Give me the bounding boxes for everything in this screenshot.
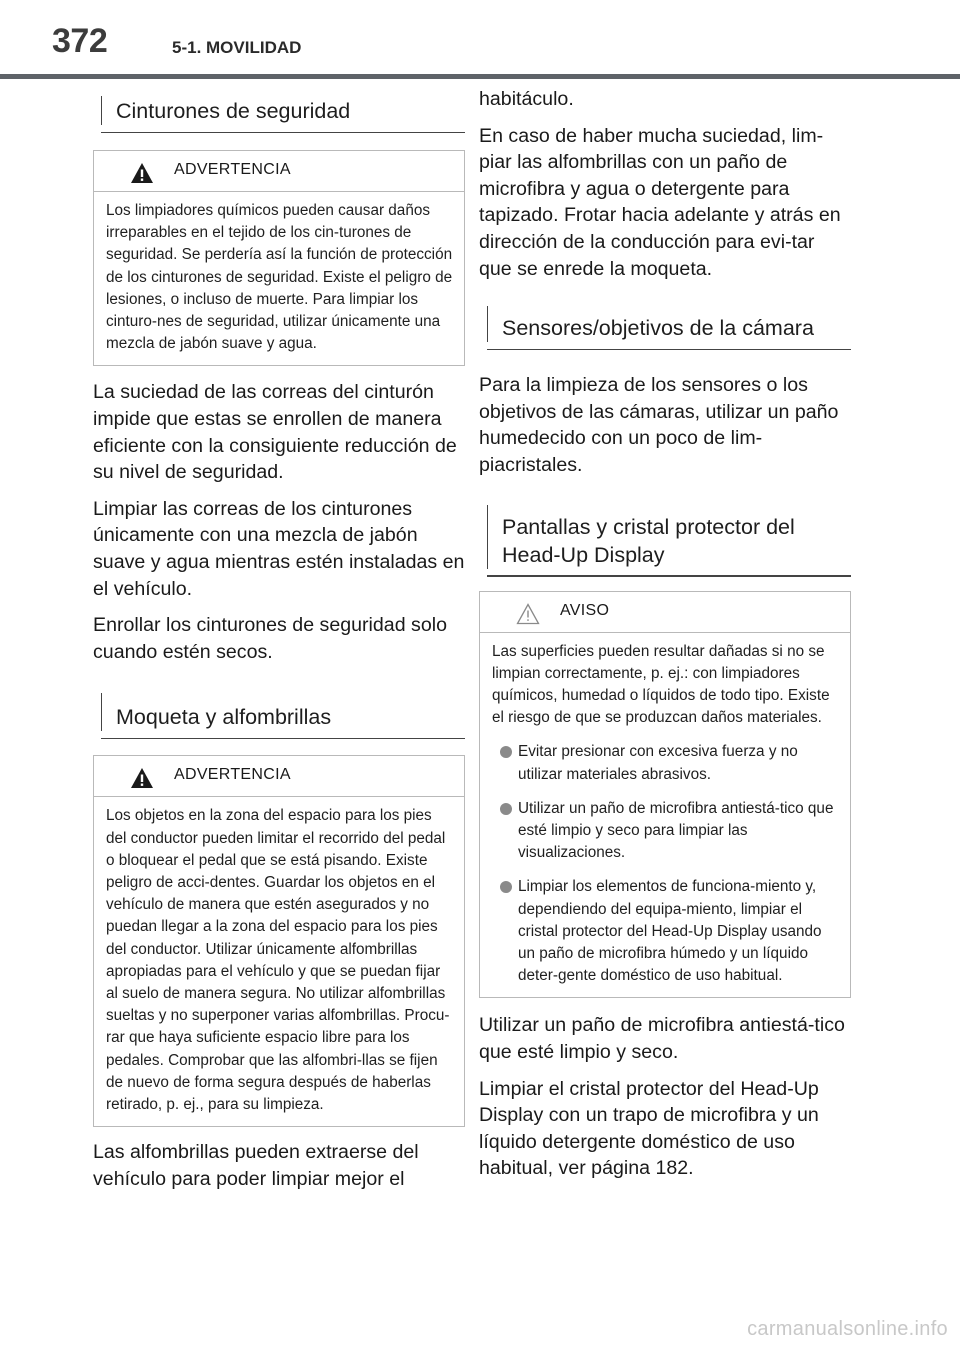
section-heading-wrap xyxy=(93,96,465,142)
notice-bullet: Limpiar los elementos de funciona-miento y, dependiendo del equipa-miento, limpiar el cristal protector del Head-Up Display usando un paño de microfibra húmedo y un líquido deter-gente doméstico de uso habitual. xyxy=(492,876,840,987)
warning-box-body xyxy=(94,797,464,1126)
notice-box-body xyxy=(480,633,850,998)
notice-bullet: Evitar presionar con excesiva fuerza y no utilizar materiales abrasivos. xyxy=(492,741,840,785)
notice-bullet: Utilizar un paño de microfibra antiestá-tico que esté limpio y seco para limpiar las visualizaciones. xyxy=(492,798,840,865)
notice-label: AVISO xyxy=(560,601,610,619)
paragraph: Limpiar el cristal protector del Head-Up Display con un trapo de microfibra y un líquido detergente doméstico de uso habitual, ver página 182. xyxy=(479,1077,819,1180)
warning-text: Los objetos en la zona del espacio para los pies del conductor pueden limitar el recorrido del pedal o bloquear el pedal que se está pisando. Existe peligro de acci-dentes. Guardar los objetos en el vehículo de manera que estén asegurados y no puedan llegar a la zona del espacio para los pies del conductor. Utilizar únicamente alfombrillas apropiadas para el vehículo y que se puedan fijar al suelo de manera segura. No utilizar alfombrillas sueltas y no superponer varias alfombrillas. Procu-rar que haya suficiente espacio libre para los pedales. Comprobar que las alfombri-llas se fijen de nuevo de forma segura después de haberlas retirado, p. ej., para su limpieza. xyxy=(106,807,450,1113)
warning-box-body xyxy=(94,192,464,365)
section-heading-wrap xyxy=(479,306,851,358)
bullet-dot-icon xyxy=(500,746,512,758)
bullet-dot-icon xyxy=(500,881,512,893)
page-number: 372 xyxy=(52,22,108,60)
paragraph: Limpiar las correas de los cinturones únicamente con una mezcla de jabón suave y agua mientras estén instaladas en el vehículo. xyxy=(93,497,465,600)
notice-text: Las superficies pueden resultar dañadas si no se limpian correctamente, p. ej.: con limpiadores químicos, humedad o líquidos de todo tipo. Existe el riesgo de que se produzcan daños materiales. xyxy=(492,642,830,727)
header-rule xyxy=(0,74,960,79)
section-heading-hud: Pantallas y cristal protector del Head-Up Display xyxy=(487,505,851,569)
paragraph: Utilizar un paño de microfibra antiestá-tico que esté limpio y seco. xyxy=(479,1014,845,1063)
right-column xyxy=(479,86,851,1182)
chapter-title: 5-1. MOVILIDAD xyxy=(172,38,302,57)
paragraph: Enrollar los cinturones de seguridad solo cuando estén secos. xyxy=(93,614,447,663)
section-heading-camera: Sensores/objetivos de la cámara xyxy=(487,306,851,342)
notice-box-header xyxy=(480,592,850,633)
section-heading-carpet: Moqueta y alfombrillas xyxy=(101,693,465,731)
section-heading-wrap xyxy=(479,505,851,579)
notice-triangle-icon xyxy=(516,603,540,625)
notice-box-hud xyxy=(479,591,851,999)
section-heading-seatbelts: Cinturones de seguridad xyxy=(101,96,465,125)
warning-box-carpet xyxy=(93,755,465,1127)
bullet-dot-icon xyxy=(500,803,512,815)
page-header xyxy=(0,0,960,80)
warning-label: ADVERTENCIA xyxy=(174,766,291,784)
paragraph: habitáculo. xyxy=(479,88,574,110)
paragraph: Para la limpieza de los sensores o los objetivos de las cámaras, utilizar un paño humedecido con un poco de lim-piacristales. xyxy=(479,374,839,476)
paragraph: Las alfombrillas pueden extraerse del vehículo para poder limpiar mejor el xyxy=(93,1141,419,1190)
paragraph: La suciedad de las correas del cinturón impide que estas se enrollen de manera eficiente con la consiguiente reducción de su nivel de seguridad. xyxy=(93,381,457,484)
paragraph: En caso de haber mucha suciedad, lim-piar las alfombrillas con un paño de microfibra y agua o detergente para tapizado. Frotar hacia adelante y atrás en dirección de la conducción para evi-tar que se enrede la moqueta. xyxy=(479,124,841,280)
left-column xyxy=(93,96,465,1192)
section-heading-wrap xyxy=(93,693,465,739)
warning-box-seatbelts xyxy=(93,150,465,366)
warning-box-header xyxy=(94,151,464,192)
watermark: carmanualsonline.info xyxy=(747,1318,948,1340)
warning-label: ADVERTENCIA xyxy=(174,161,291,178)
warning-triangle-icon xyxy=(130,162,154,184)
warning-triangle-icon xyxy=(130,767,154,789)
warning-text: Los limpiadores químicos pueden causar daños irreparables en el tejido de los cin-turones de seguridad. Se perdería así la función de protección de los cinturones de seguridad. Existe el peligro de lesiones, o incluso de muerte. Para limpiar los cinturo-nes de seguridad, utilizar únicamente una mezcla de jabón suave y agua. xyxy=(106,202,453,353)
warning-box-header xyxy=(94,756,464,797)
